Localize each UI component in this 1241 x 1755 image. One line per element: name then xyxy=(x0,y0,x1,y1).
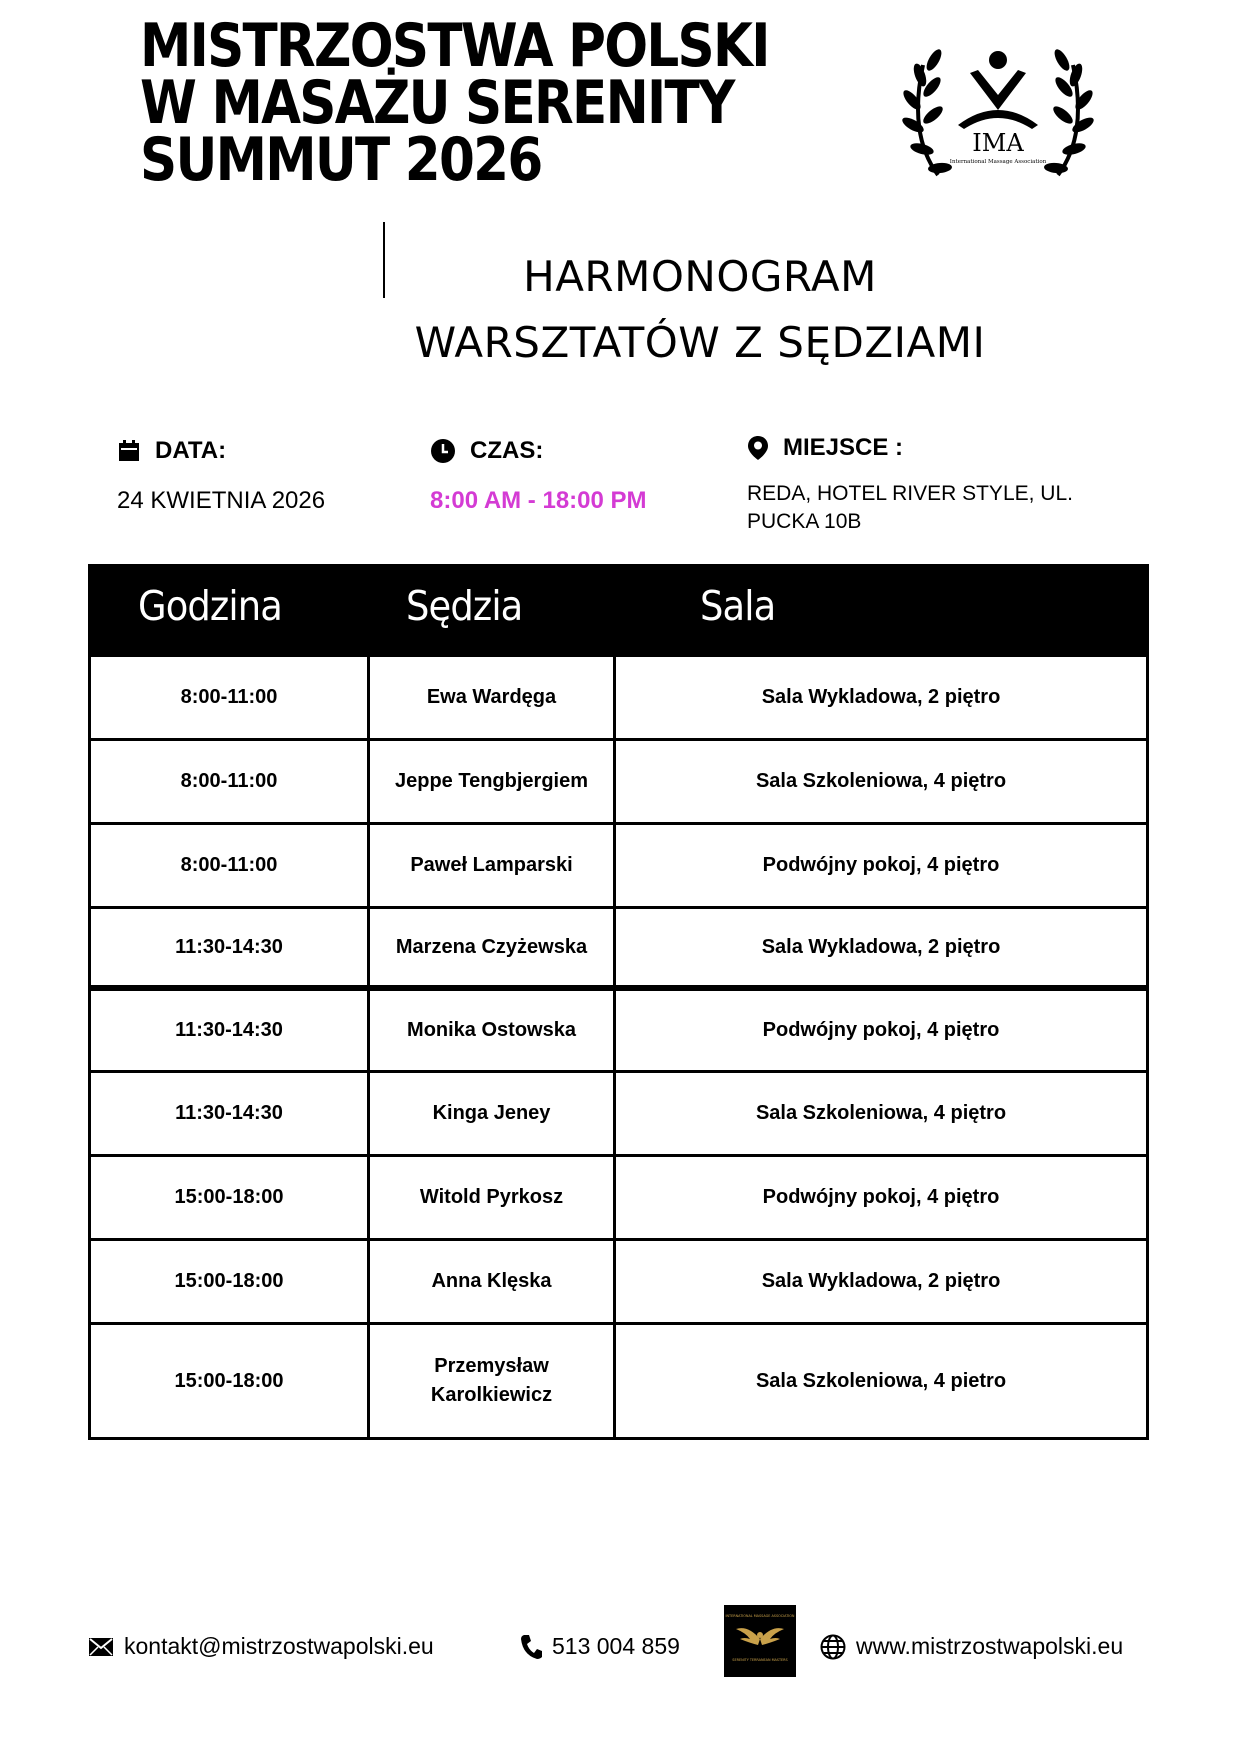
place-label: MIEJSCE : xyxy=(783,434,904,461)
schedule-subtitle xyxy=(400,244,1000,376)
place-value: REDA, HOTEL RIVER STYLE, UL. PUCKA 10B xyxy=(747,482,1073,533)
title-line-2: W MASAŻU SERENITY xyxy=(140,68,734,138)
badge-top-text: INTERNATIONAL MASSAGE ASSOCIATION xyxy=(725,1614,795,1618)
wings-emblem-icon xyxy=(724,1605,796,1677)
cell-time: 11:30-14:30 xyxy=(91,909,370,985)
envelope-icon xyxy=(88,1637,114,1657)
header-judge: Sędzia xyxy=(406,582,523,630)
phone-icon xyxy=(520,1634,542,1660)
logo-initials: IMA xyxy=(972,129,1024,157)
cell-judge: Witold Pyrkosz xyxy=(370,1157,616,1238)
table-row xyxy=(88,1325,1149,1440)
table-row xyxy=(88,909,1149,991)
table-row xyxy=(88,1241,1149,1325)
time-label: CZAS: xyxy=(470,437,544,464)
cell-time: 15:00-18:00 xyxy=(91,1325,370,1437)
association-badge xyxy=(724,1605,796,1677)
date-value: 24 KWIETNIA 2026 xyxy=(117,487,326,514)
cell-room: Sala Wykladowa, 2 piętro xyxy=(761,686,1001,708)
cell-time: 11:30-14:30 xyxy=(91,1073,370,1154)
table-row xyxy=(88,991,1149,1073)
cell-judge: Przemysław Karolkiewicz xyxy=(370,1325,616,1437)
time-info xyxy=(430,437,647,515)
badge-bottom-text: SERENITY TERRANEAN MASTERS xyxy=(732,1658,788,1662)
footer xyxy=(0,1605,1241,1685)
subtitle-line-1: HARMONOGRAM xyxy=(523,252,877,301)
cell-judge: Monika Ostowska xyxy=(370,991,616,1070)
footer-website[interactable] xyxy=(820,1633,1123,1660)
cell-judge: Kinga Jeney xyxy=(370,1073,616,1154)
title-line-3: SUMMUT 2026 xyxy=(140,125,542,195)
cell-time: 8:00-11:00 xyxy=(91,825,370,906)
cell-room: Sala Szkoleniowa, 4 pietro xyxy=(755,1369,1007,1392)
cell-judge: Paweł Lamparski xyxy=(370,825,616,906)
date-info xyxy=(117,437,325,515)
header-room: Sala xyxy=(700,582,776,630)
footer-phone[interactable] xyxy=(520,1633,680,1660)
cell-room: Sala Szkoleniowa, 4 piętro xyxy=(755,1102,1007,1124)
table-row xyxy=(88,1073,1149,1157)
header-hour: Godzina xyxy=(138,582,282,630)
date-label: DATA: xyxy=(155,437,227,464)
cell-judge: Ewa Wardęga xyxy=(370,657,616,738)
cell-room: Sala Wykladowa, 2 piętro xyxy=(761,1270,1001,1292)
website-text[interactable]: www.mistrzostwapolski.eu xyxy=(856,1633,1124,1659)
phone-text[interactable]: 513 004 859 xyxy=(552,1633,680,1659)
table-row xyxy=(88,1157,1149,1241)
table-row xyxy=(88,825,1149,909)
cell-judge: Anna Klęska xyxy=(370,1241,616,1322)
cell-room: Podwójny pokoj, 4 piętro xyxy=(762,1019,1000,1041)
globe-icon xyxy=(820,1634,846,1660)
subtitle-line-2: WARSZTATÓW Z SĘDZIAMI xyxy=(414,318,986,367)
cell-room: Sala Wykladowa, 2 piętro xyxy=(761,935,1001,958)
cell-room: Podwójny pokoj, 4 piętro xyxy=(762,854,1000,876)
logo-caption: International Massage Association xyxy=(949,159,1047,165)
schedule-table xyxy=(88,564,1149,1440)
cell-judge: Jeppe Tengbjergiem xyxy=(370,741,616,822)
email-text[interactable]: kontakt@mistrzostwapolski.eu xyxy=(124,1633,434,1659)
location-pin-icon xyxy=(747,435,769,461)
table-header xyxy=(88,564,1149,657)
footer-email[interactable] xyxy=(88,1633,434,1660)
ima-laurel-logo xyxy=(898,25,1098,190)
table-row xyxy=(88,657,1149,741)
cell-time: 11:30-14:30 xyxy=(91,991,370,1070)
clock-icon xyxy=(430,438,456,464)
cell-time: 8:00-11:00 xyxy=(91,657,370,738)
cell-time: 8:00-11:00 xyxy=(91,741,370,822)
calendar-icon xyxy=(117,439,141,463)
title-line-1: MISTRZOSTWA POLSKI xyxy=(140,11,769,81)
cell-room: Sala Szkoleniowa, 4 piętro xyxy=(755,770,1007,792)
table-row xyxy=(88,741,1149,825)
cell-time: 15:00-18:00 xyxy=(91,1157,370,1238)
divider-line xyxy=(383,222,385,298)
cell-time: 15:00-18:00 xyxy=(91,1241,370,1322)
cell-judge: Marzena Czyżewska xyxy=(370,909,616,985)
event-title xyxy=(140,11,860,195)
place-info xyxy=(747,434,1087,536)
cell-room: Podwójny pokoj, 4 piętro xyxy=(762,1186,1000,1208)
time-value: 8:00 AM - 18:00 PM xyxy=(430,487,647,514)
